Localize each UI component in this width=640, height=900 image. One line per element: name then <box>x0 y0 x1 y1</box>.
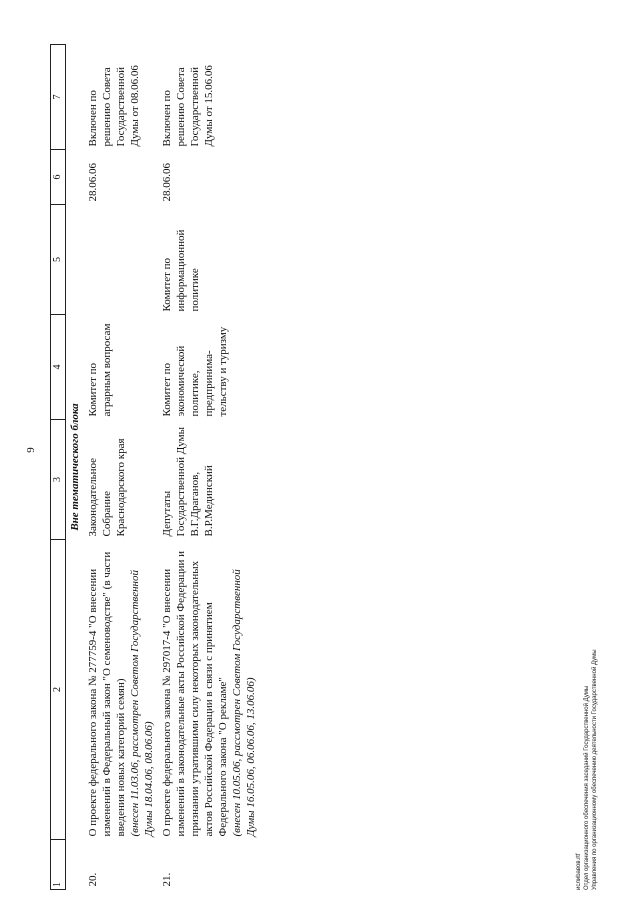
bill-description <box>84 540 158 840</box>
bill-description <box>158 540 260 840</box>
co-committee <box>84 205 158 315</box>
column-header-7: 7 <box>51 45 66 150</box>
consideration-date: 28.06.06 <box>87 163 99 202</box>
initiator: Законодательное Собрание Краснодарского края <box>87 438 127 537</box>
column-header-3: 3 <box>51 420 66 540</box>
initiator: Депутаты Государственной Думы В.Г.Драганов, В.Р.Мединский <box>161 426 215 537</box>
column-header-row <box>51 45 66 890</box>
table-row <box>158 45 260 890</box>
footer-filename: ислиbaвов.rtf <box>576 853 582 890</box>
column-header-1: 1 <box>51 840 66 890</box>
table-row <box>84 45 158 890</box>
footer-department: Отдел организационного обеспечения заседаний Государственной Думы <box>584 685 590 890</box>
co-committee: Комитет по информационной политике <box>161 229 201 312</box>
row-number: 20. <box>87 872 99 887</box>
document-footer <box>575 649 599 890</box>
bill-note: (внесен 11.03.06, рассмотрен Советом Государственной Думы 18.04.06, 08.06.06) <box>129 570 155 837</box>
document-page <box>20 10 620 890</box>
column-header-6: 6 <box>51 150 66 205</box>
bill-note: (внесен 10.05.06, рассмотрен Советом Государственной Думы 16.05.06, 06.06.06, 13.06.06) <box>231 569 257 837</box>
column-header-2: 2 <box>51 540 66 840</box>
block-heading-row <box>66 45 85 890</box>
responsible-committee: Комитет по аграрным вопросам <box>87 323 113 417</box>
inclusion-status: Включен по решению Совета Государственной Думы от 08.06.06 <box>87 65 141 147</box>
bill-title: О проекте федерального закона № 297017-4 "О внесении изменений в законодательные акты Российской Федерации и признании утратившими силу некоторых законодательных актов Российской Федерации в связи с принятием Федерального закона "О рекламе" <box>161 550 229 837</box>
column-header-5: 5 <box>51 205 66 315</box>
footer-directorate: Управления по организационному обеспечению деятельности Государственной Думы <box>592 649 598 890</box>
agenda-table <box>50 44 260 890</box>
consideration-date: 28.06.06 <box>161 163 173 202</box>
bill-title: О проекте федерального закона № 277759-4 "О внесении изменений в Федеральный закон "О семеноводстве" (в части введения новых категорий семян) <box>87 551 127 837</box>
row-number: 21. <box>161 872 173 887</box>
block-title: Вне тематического блока <box>69 403 81 531</box>
page-number: 9 <box>25 447 37 453</box>
responsible-committee: Комитет по экономической политике, предпринима-тельству и туризму <box>161 326 229 417</box>
column-header-4: 4 <box>51 315 66 420</box>
inclusion-status: Включен по решению Совета Государственной Думы от 15.06.06 <box>161 65 215 147</box>
